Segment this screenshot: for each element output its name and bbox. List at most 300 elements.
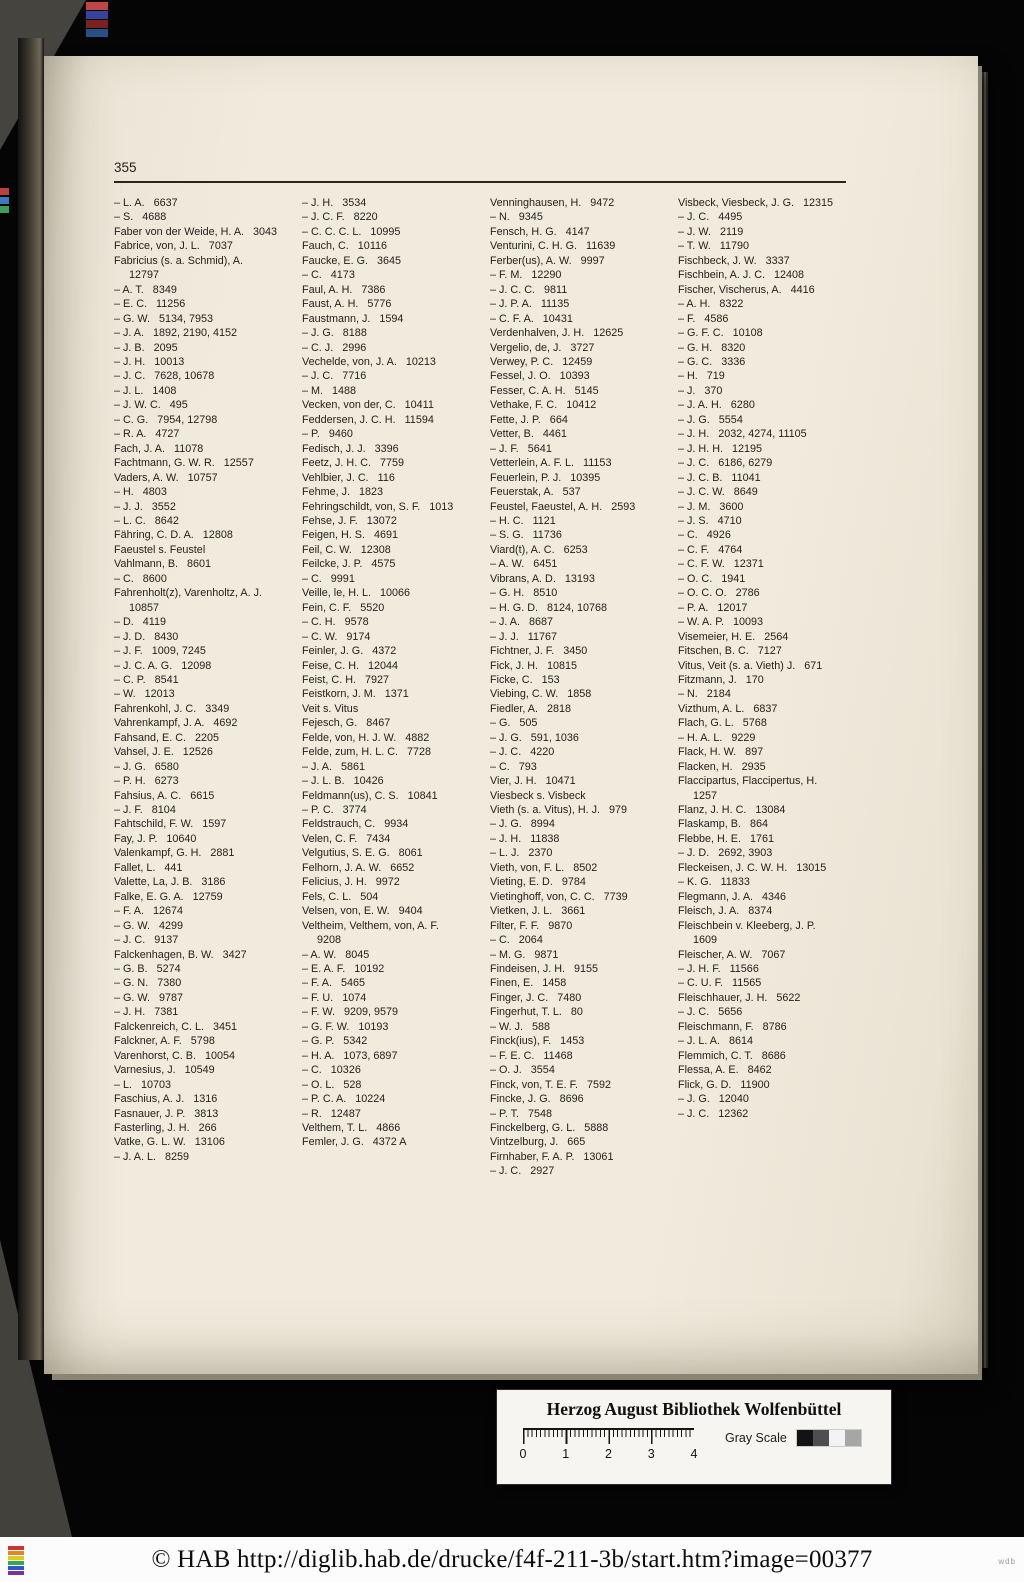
ruler-number: 1 bbox=[562, 1447, 570, 1461]
index-entry: – J. C. 5656 bbox=[678, 1006, 743, 1019]
index-entry: Falckenhagen, B. W. 3427 bbox=[114, 948, 247, 961]
index-entry: – C. 10326 bbox=[302, 1064, 361, 1077]
index-entry: – J. C. W. 8649 bbox=[678, 486, 758, 499]
index-entry: – E. C. 11256 bbox=[114, 298, 186, 311]
index-entry: – F. M. 12290 bbox=[490, 269, 562, 282]
index-entry: – F. U. 1074 bbox=[302, 991, 367, 1004]
index-entry: Fiedler, A. 2818 bbox=[490, 702, 572, 715]
index-entry: Feinler, J. G. 4372 bbox=[302, 645, 397, 658]
index-entry: Fahrenkohl, J. C. 3349 bbox=[114, 702, 230, 715]
index-entry: Visemeier, H. E. 2564 bbox=[678, 630, 789, 643]
index-entry: – O. L. 528 bbox=[302, 1078, 362, 1091]
index-entry: – P. 9460 bbox=[302, 428, 353, 441]
index-entry: – J. G. 8188 bbox=[302, 327, 367, 340]
index-entry: Vietken, J. L. 3661 bbox=[490, 905, 586, 918]
index-entry: Faber von der Weide, H. A. 3043 bbox=[114, 225, 278, 238]
index-entry: Viebing, C. W. 1858 bbox=[490, 688, 592, 701]
index-entry: Ferber(us), A. W. 9997 bbox=[490, 254, 605, 267]
index-entry: – G. B. 5274 bbox=[114, 963, 181, 976]
index-entry: Fein, C. F. 5520 bbox=[302, 601, 385, 614]
index-entry: Feldmann(us), C. S. 10841 bbox=[302, 789, 438, 802]
index-entry: – J. G. 8994 bbox=[490, 818, 555, 831]
index-entry: Felhorn, J. A. W. 6652 bbox=[302, 861, 415, 874]
index-entry: – J. H. F. 11566 bbox=[678, 963, 759, 976]
index-entry: Vieting, E. D. 9784 bbox=[490, 876, 586, 889]
index-entry: Faschius, A. J. 1316 bbox=[114, 1093, 218, 1106]
index-entry: Vitus, Veit (s. a. Vieth) J. 671 bbox=[678, 659, 823, 672]
index-entry: – G. W. 4299 bbox=[114, 919, 184, 932]
book-edge bbox=[18, 38, 44, 1360]
index-entry: – H. C. 1121 bbox=[490, 514, 556, 527]
index-entry: Velen, C. F. 7434 bbox=[302, 832, 391, 845]
index-entry: – J. H. 10013 bbox=[114, 355, 185, 368]
index-entry: Fehse, J. F. 13072 bbox=[302, 514, 397, 527]
index-entry: – C. U. F. 11565 bbox=[678, 977, 762, 990]
index-entry: Faustmann, J. 1594 bbox=[302, 312, 404, 325]
calibration-strip bbox=[0, 197, 9, 204]
index-entry: Fahtschild, F. W. 1597 bbox=[114, 818, 227, 831]
index-entry: Feddersen, J. C. H. 11594 bbox=[302, 413, 434, 426]
index-entry: Fach, J. A. 11078 bbox=[114, 442, 204, 455]
index-entry: Verdenhalven, J. H. 12625 bbox=[490, 327, 624, 340]
index-entry: Fleischmann, F. 8786 bbox=[678, 1020, 787, 1033]
index-entry: Feise, C. H. 12044 bbox=[302, 659, 399, 672]
index-entry: Vaders, A. W. 10757 bbox=[114, 471, 218, 484]
index-entry: Varnesius, J. 10549 bbox=[114, 1064, 215, 1077]
index-entry: – L. C. 8642 bbox=[114, 514, 179, 527]
index-entry: Vetter, B. 4461 bbox=[490, 428, 567, 441]
index-entry: Feuerstak, A. 537 bbox=[490, 486, 581, 499]
index-entry: Visbeck, Viesbeck, J. G. 12315 bbox=[678, 197, 834, 209]
index-entry: Fincke, J. G. 8696 bbox=[490, 1093, 584, 1106]
index-entry: – J. C. A. G. 12098 bbox=[114, 659, 212, 672]
index-entry: Vethake, F. C. 10412 bbox=[490, 399, 597, 412]
index-column-2 bbox=[302, 196, 470, 1179]
index-entry: – J. G. 5554 bbox=[678, 413, 743, 426]
index-entry: Faul, A. H. 7386 bbox=[302, 283, 386, 296]
index-entry: Feil, C. W. 12308 bbox=[302, 543, 391, 556]
index-entry: – O. J. 3554 bbox=[490, 1064, 555, 1077]
index-entry: – K. G. 11833 bbox=[678, 876, 750, 889]
index-entry: Veltheim, Velthem, von, A. F. 9208 bbox=[302, 919, 448, 947]
index-entry: Veille, le, H. L. 10066 bbox=[302, 587, 411, 600]
index-entry: Vibrans, A. D. 13193 bbox=[490, 572, 595, 585]
index-entry: Ficke, C. 153 bbox=[490, 673, 560, 686]
index-entry: Fallet, L. 441 bbox=[114, 861, 183, 874]
index-entry: Fleckeisen, J. C. W. H. 13015 bbox=[678, 861, 827, 874]
index-entry: Venturini, C. H. G. 11639 bbox=[490, 240, 616, 253]
header-rule bbox=[114, 181, 846, 183]
index-entry: Faust, A. H. 5776 bbox=[302, 298, 392, 311]
index-entry: – J. H. 11838 bbox=[490, 832, 560, 845]
footer-bar bbox=[0, 1537, 1024, 1582]
index-entry: Fingerhut, T. L. 80 bbox=[490, 1006, 583, 1019]
index-entry: Fischbein, A. J. C. 12408 bbox=[678, 269, 805, 282]
index-entry: – J. 370 bbox=[678, 384, 723, 397]
index-entry: Feldstrauch, C. 9934 bbox=[302, 818, 409, 831]
index-entry: – C. G. 7954, 12798 bbox=[114, 413, 218, 426]
index-entry: Finger, J. C. 7480 bbox=[490, 991, 582, 1004]
index-entry: Fischer, Vischerus, A. 4416 bbox=[678, 283, 815, 296]
index-entry: – J. C. 7716 bbox=[302, 370, 367, 383]
index-entry: – J. B. 2095 bbox=[114, 341, 178, 354]
index-entry: – O. C. O. 2786 bbox=[678, 587, 760, 600]
index-entry: – J. J. 11767 bbox=[490, 630, 558, 643]
index-entry: – G. N. 7380 bbox=[114, 977, 182, 990]
index-entry: Falke, E. G. A. 12759 bbox=[114, 890, 223, 903]
index-entry: Vietinghoff, von, C. C. 7739 bbox=[490, 890, 628, 903]
gray-scale-label: Gray Scale bbox=[725, 1431, 787, 1445]
index-entry: – P. A. 12017 bbox=[678, 601, 748, 614]
index-entry: Vahlmann, B. 8601 bbox=[114, 558, 212, 571]
calibration-strip-group-top bbox=[86, 2, 108, 37]
index-entry: Felicius, J. H. 9972 bbox=[302, 876, 400, 889]
index-entry: – E. A. F. 10192 bbox=[302, 963, 385, 976]
index-entry: – C. 8600 bbox=[114, 572, 167, 585]
index-entry: Flessa, A. E. 8462 bbox=[678, 1064, 772, 1077]
index-entry: Flack, H. W. 897 bbox=[678, 746, 764, 759]
index-entry: – J. D. 2692, 3903 bbox=[678, 847, 773, 860]
calibration-strip bbox=[8, 1566, 24, 1570]
calibration-strip-group-footer bbox=[8, 1546, 24, 1575]
index-entry: Fahsand, E. C. 2205 bbox=[114, 731, 220, 744]
gray-scale-patch bbox=[829, 1430, 845, 1446]
index-entry: – A. W. 6451 bbox=[490, 558, 558, 571]
index-entry: – M. G. 9871 bbox=[490, 948, 559, 961]
index-entry: – J. A. H. 6280 bbox=[678, 399, 755, 412]
index-entry: – G. F. C. 10108 bbox=[678, 327, 763, 340]
index-entry: Viard(t), A. C. 6253 bbox=[490, 543, 588, 556]
wdb-watermark: wdb bbox=[998, 1557, 1016, 1566]
index-entry: – J. P. A. 11135 bbox=[490, 298, 570, 311]
index-entry: Valette, La, J. B. 3186 bbox=[114, 876, 226, 889]
ruler-number: 0 bbox=[519, 1447, 527, 1461]
index-entry: – J. A. L. 8259 bbox=[114, 1150, 190, 1163]
index-column-1 bbox=[114, 196, 282, 1179]
index-entry: – P. C. A. 10224 bbox=[302, 1093, 386, 1106]
index-entry: Feigen, H. S. 4691 bbox=[302, 529, 399, 542]
index-entry: – P. C. 3774 bbox=[302, 804, 367, 817]
index-entry: Valenkampf, G. H. 2881 bbox=[114, 847, 235, 860]
index-entry: Velthem, T. L. 4866 bbox=[302, 1122, 401, 1134]
index-entry: – C. P. 8541 bbox=[114, 673, 179, 686]
index-entry: Flanz, J. H. C. 13084 bbox=[678, 804, 786, 817]
gray-scale-patch bbox=[797, 1430, 813, 1446]
index-entry: Fleischbein v. Kleeberg, J. P. 1609 bbox=[678, 919, 825, 947]
calibration-strip bbox=[0, 188, 9, 195]
index-entry: – J. F. 5641 bbox=[490, 442, 552, 455]
gray-scale-block bbox=[725, 1430, 861, 1446]
gray-scale-patch bbox=[845, 1430, 861, 1446]
index-entry: – J. H. 2032, 4274, 11105 bbox=[678, 428, 807, 441]
index-entry: – J. D. 8430 bbox=[114, 630, 179, 643]
page-number: 355 bbox=[114, 160, 137, 175]
index-entry: – J. L. A. 8614 bbox=[678, 1035, 754, 1048]
index-entry: Fette, J. P. 664 bbox=[490, 413, 568, 426]
index-entry: – G. H. 8320 bbox=[678, 341, 746, 354]
index-entry: Fauch, C. 10116 bbox=[302, 240, 388, 253]
index-entry: Finck(ius), F. 1453 bbox=[490, 1035, 585, 1048]
index-entry: – D. 4119 bbox=[114, 616, 167, 629]
index-entry: Vizthum, A. L. 6837 bbox=[678, 702, 778, 715]
index-entry: – J. G. 6580 bbox=[114, 760, 179, 773]
calibration-strip bbox=[86, 20, 108, 28]
index-entry: – A. H. 8322 bbox=[678, 298, 744, 311]
plate-scale-row bbox=[509, 1428, 879, 1461]
index-entry: – S. G. 11736 bbox=[490, 529, 562, 542]
index-entry: Velgutius, S. E. G. 8061 bbox=[302, 847, 423, 860]
index-entry: – C. W. 9174 bbox=[302, 630, 371, 643]
index-entry: Feuerlein, P. J. 10395 bbox=[490, 471, 601, 484]
index-entry: Femler, J. G. 4372 A bbox=[302, 1136, 407, 1149]
index-entry: Fay, J. P. 10640 bbox=[114, 832, 197, 845]
gray-scale-patch bbox=[813, 1430, 829, 1446]
index-entry: Vieth, von, F. L. 8502 bbox=[490, 861, 598, 874]
index-entry: Vier, J. H. 10471 bbox=[490, 775, 576, 788]
index-entry: Fabrice, von, J. L. 7037 bbox=[114, 240, 233, 253]
index-entry: Varenhorst, C. B. 10054 bbox=[114, 1049, 236, 1062]
index-entry: Fitschen, B. C. 7127 bbox=[678, 645, 782, 658]
index-entry: Fichtner, J. F. 3450 bbox=[490, 645, 588, 658]
index-column-3 bbox=[490, 196, 658, 1179]
index-entry: – J. C. 6186, 6279 bbox=[678, 457, 773, 470]
index-entry: – J. G. 591, 1036 bbox=[490, 731, 579, 744]
index-entry: – W. A. P. 10093 bbox=[678, 616, 764, 629]
footer-caption: © HAB http://diglib.hab.de/drucke/f4f-211-3b/start.htm?image=00377 bbox=[151, 1545, 873, 1573]
index-entry: Fitzmann, J. 170 bbox=[678, 673, 764, 686]
scanned-page bbox=[44, 56, 978, 1374]
index-entry: – J. C. 7628, 10678 bbox=[114, 370, 215, 383]
index-entry: Vechelde, von, J. A. 10213 bbox=[302, 355, 436, 368]
index-entry: Verwey, P. C. 12459 bbox=[490, 355, 593, 368]
index-entry: – J. S. 4710 bbox=[678, 514, 742, 527]
index-entry: Flebbe, H. E. 1761 bbox=[678, 832, 775, 845]
index-entry: – C. F. 4764 bbox=[678, 543, 743, 556]
index-entry: – F. A. 12674 bbox=[114, 905, 184, 918]
index-entry: Filter, F. F. 9870 bbox=[490, 919, 573, 932]
index-entry: Fels, C. L. 504 bbox=[302, 890, 379, 903]
index-entry: – T. W. 11790 bbox=[678, 240, 750, 253]
calibration-strip bbox=[8, 1571, 24, 1575]
index-entry: – A. W. 8045 bbox=[302, 948, 370, 961]
index-entry: – J. A. 8687 bbox=[490, 616, 554, 629]
index-entry: – R. A. 4727 bbox=[114, 428, 180, 441]
page-stack-edge bbox=[980, 72, 988, 1368]
index-entry: Finen, E. 1458 bbox=[490, 977, 567, 990]
index-entry: – G. W. 9787 bbox=[114, 991, 184, 1004]
index-entry: – F. A. 5465 bbox=[302, 977, 366, 990]
index-entry: – O. C. 1941 bbox=[678, 572, 746, 585]
index-entry: Veit s. Vitus bbox=[302, 702, 359, 715]
index-entry: Fahsius, A. C. 6615 bbox=[114, 789, 215, 802]
index-entry: – J. G. 12040 bbox=[678, 1093, 749, 1106]
ruler-numbers bbox=[516, 1447, 701, 1461]
index-entry: – M. 1488 bbox=[302, 384, 357, 397]
index-entry: – G. F. W. 10193 bbox=[302, 1020, 389, 1033]
index-entry: – J. C. 12362 bbox=[678, 1107, 749, 1120]
index-entry: Fedisch, J. J. 3396 bbox=[302, 442, 399, 455]
index-entry: Felde, zum, H. L. C. 7728 bbox=[302, 746, 432, 759]
index-entry: – J. C. C. 9811 bbox=[490, 283, 568, 296]
index-entry: Fehringschildt, von, S. F. 1013 bbox=[302, 500, 454, 513]
index-entry: – J. H. 3534 bbox=[302, 197, 367, 209]
index-entry: – G. C. 3336 bbox=[678, 355, 746, 368]
index-entry: – H. 719 bbox=[678, 370, 725, 383]
index-entry: – H. 4803 bbox=[114, 486, 167, 499]
index-entry: – P. H. 6273 bbox=[114, 775, 179, 788]
ruler-block bbox=[519, 1428, 701, 1461]
index-entry: – C. F. W. 12371 bbox=[678, 558, 764, 571]
index-entry: – L. J. 2370 bbox=[490, 847, 553, 860]
index-entry: Vahsel, J. E. 12526 bbox=[114, 746, 213, 759]
index-entry: – J. J. 3552 bbox=[114, 500, 176, 513]
index-entry: Feilcke, J. P. 4575 bbox=[302, 558, 396, 571]
index-entry: Fessel, J. O. 10393 bbox=[490, 370, 590, 383]
index-entry: – R. 12487 bbox=[302, 1107, 361, 1120]
calibration-strip-group-left bbox=[0, 188, 9, 213]
index-entry: – S. 4688 bbox=[114, 211, 167, 224]
index-entry: Vatke, G. L. W. 13106 bbox=[114, 1136, 225, 1149]
index-entry: Fensch, H. G. 4147 bbox=[490, 225, 590, 238]
index-entry: – G. P. 5342 bbox=[302, 1035, 368, 1048]
index-entry: – J. H. 7381 bbox=[114, 1006, 179, 1019]
index-entry: Feistkorn, J. M. 1371 bbox=[302, 688, 409, 701]
index-entry: Fasnauer, J. P. 3813 bbox=[114, 1107, 219, 1120]
index-entry: – W. J. 588 bbox=[490, 1020, 551, 1033]
index-entry: – N. 2184 bbox=[678, 688, 731, 701]
index-entry: Fabricius (s. a. Schmid), A. 12797 bbox=[114, 254, 252, 282]
index-entry: Flick, G. D. 11900 bbox=[678, 1078, 770, 1091]
index-entry: – C. 4173 bbox=[302, 269, 355, 282]
index-entry: – J. W. C. 495 bbox=[114, 399, 188, 412]
index-entry: – H. A. 1073, 6897 bbox=[302, 1049, 398, 1062]
index-entry: – J. C. 4220 bbox=[490, 746, 555, 759]
index-entry: Fasterling, J. H. 266 bbox=[114, 1122, 217, 1134]
index-entry: Fachtmann, G. W. R. 12557 bbox=[114, 457, 254, 470]
index-entry: – J. A. 5861 bbox=[302, 760, 366, 773]
index-entry: – J. F. 1009, 7245 bbox=[114, 645, 206, 658]
index-entry: – C. C. C. L. 10995 bbox=[302, 225, 401, 238]
index-entry: Findeisen, J. H. 9155 bbox=[490, 963, 599, 976]
ruler-number: 3 bbox=[647, 1447, 655, 1461]
index-entry: Vintzelburg, J. 665 bbox=[490, 1136, 586, 1149]
label-plate bbox=[497, 1390, 891, 1484]
index-entry: – G. W. 5134, 7953 bbox=[114, 312, 214, 325]
index-entry: – J. C. 9137 bbox=[114, 934, 179, 947]
index-entry: Faucke, E. G. 3645 bbox=[302, 254, 402, 267]
index-entry: Faeustel s. Feustel bbox=[114, 543, 206, 556]
calibration-strip bbox=[86, 2, 108, 10]
index-entry: – J. C. 4495 bbox=[678, 211, 743, 224]
index-entry: – C. F. A. 10431 bbox=[490, 312, 573, 325]
index-entry: Vahrenkampf, J. A. 4692 bbox=[114, 717, 238, 730]
index-entry: Feetz, J. H. C. 7759 bbox=[302, 457, 405, 470]
page-content bbox=[114, 160, 850, 1179]
index-entry: – A. T. 8349 bbox=[114, 283, 177, 296]
index-entry: Falckner, A. F. 5798 bbox=[114, 1035, 215, 1048]
index-entry: Viesbeck s. Visbeck bbox=[490, 789, 586, 802]
index-entry: Finck, von, T. E. F. 7592 bbox=[490, 1078, 612, 1091]
index-entry: – J. L. 1408 bbox=[114, 384, 177, 397]
index-entry: Fahrenholt(z), Varenholtz, A. J. 10857 bbox=[114, 587, 272, 614]
index-entry: Flacken, H. 2935 bbox=[678, 760, 766, 773]
index-entry: Vieth (s. a. Vitus), H. J. 979 bbox=[490, 804, 628, 817]
ruler-number: 2 bbox=[605, 1447, 612, 1461]
index-entry: Felde, von, H. J. W. 4882 bbox=[302, 731, 430, 744]
index-entry: Flegmann, J. A. 4346 bbox=[678, 890, 787, 903]
ruler bbox=[523, 1428, 694, 1444]
index-entry: – P. T. 7548 bbox=[490, 1107, 553, 1120]
calibration-strip bbox=[8, 1561, 24, 1565]
calibration-strip bbox=[8, 1546, 24, 1550]
index-entry: – L. A. 6637 bbox=[114, 197, 178, 209]
calibration-strip bbox=[86, 11, 108, 19]
calibration-strip bbox=[8, 1556, 24, 1560]
index-entry: – J. L. B. 10426 bbox=[302, 775, 384, 788]
index-entry: – J. A. 1892, 2190, 4152 bbox=[114, 327, 238, 340]
index-entry: Finckelberg, G. L. 5888 bbox=[490, 1122, 609, 1134]
index-entry: – J. C. 2927 bbox=[490, 1165, 555, 1178]
index-entry: Fehme, J. 1823 bbox=[302, 486, 384, 499]
index-entry: – J. C. F. 8220 bbox=[302, 211, 378, 224]
gray-scale-patches bbox=[797, 1430, 861, 1446]
index-entry: Flemmich, C. T. 8686 bbox=[678, 1049, 786, 1062]
index-entry: Fischbeck, J. W. 3337 bbox=[678, 254, 790, 267]
index-entry: Fleischer, A. W. 7067 bbox=[678, 948, 786, 961]
index-entry: – C. 9991 bbox=[302, 572, 355, 585]
index-columns bbox=[114, 196, 850, 1179]
index-entry: Fejesch, G. 8467 bbox=[302, 717, 391, 730]
index-entry: – J. W. 2119 bbox=[678, 225, 744, 238]
calibration-strip bbox=[8, 1551, 24, 1555]
index-entry: Falckenreich, C. L. 3451 bbox=[114, 1020, 238, 1033]
plate-title: Herzog August Bibliothek Wolfenbüttel bbox=[546, 1399, 842, 1419]
index-entry: Velsen, von, E. W. 9404 bbox=[302, 905, 423, 918]
calibration-strip bbox=[0, 206, 9, 213]
index-entry: – C. 793 bbox=[490, 760, 537, 773]
index-entry: Vecken, von der, C. 10411 bbox=[302, 399, 434, 412]
index-entry: – F. E. C. 11468 bbox=[490, 1049, 573, 1062]
index-entry: Flaskamp, B. 864 bbox=[678, 818, 769, 831]
index-entry: – C. 4926 bbox=[678, 529, 731, 542]
calibration-strip bbox=[86, 29, 108, 37]
index-entry: – G. H. 8510 bbox=[490, 587, 558, 600]
index-entry: Fleischhauer, J. H. 5622 bbox=[678, 991, 801, 1004]
index-entry: Fesser, C. A. H. 5145 bbox=[490, 384, 599, 397]
index-entry: Vehlbier, J. C. 116 bbox=[302, 471, 395, 484]
index-entry: – W. 12013 bbox=[114, 688, 175, 701]
index-entry: – J. H. H. 12195 bbox=[678, 442, 763, 455]
index-entry: Fleisch, J. A. 8374 bbox=[678, 905, 773, 918]
index-entry: – G. 505 bbox=[490, 717, 538, 730]
index-entry: – J. M. 3600 bbox=[678, 500, 744, 513]
index-entry: Flaccipartus, Flaccipertus, H. 1257 bbox=[678, 775, 827, 802]
index-entry: – F. 4586 bbox=[678, 312, 729, 325]
index-entry: Vergelio, de, J. 3727 bbox=[490, 341, 595, 354]
index-entry: – H. A. L. 9229 bbox=[678, 731, 756, 744]
index-entry: Fähring, C. D. A. 12808 bbox=[114, 529, 233, 542]
ruler-number: 4 bbox=[690, 1447, 698, 1461]
index-entry: – N. 9345 bbox=[490, 211, 543, 224]
index-entry: Firnhaber, F. A. P. 13061 bbox=[490, 1150, 614, 1163]
index-entry: Feustel, Faeustel, A. H. 2593 bbox=[490, 500, 636, 513]
index-entry: – C. H. 9578 bbox=[302, 616, 369, 629]
index-entry: – J. F. 8104 bbox=[114, 804, 176, 817]
index-entry: – L. 10703 bbox=[114, 1078, 172, 1091]
index-entry: Vetterlein, A. F. L. 11153 bbox=[490, 457, 612, 470]
index-entry: – H. G. D. 8124, 10768 bbox=[490, 601, 608, 614]
index-entry: Flach, G. L. 5768 bbox=[678, 717, 767, 730]
